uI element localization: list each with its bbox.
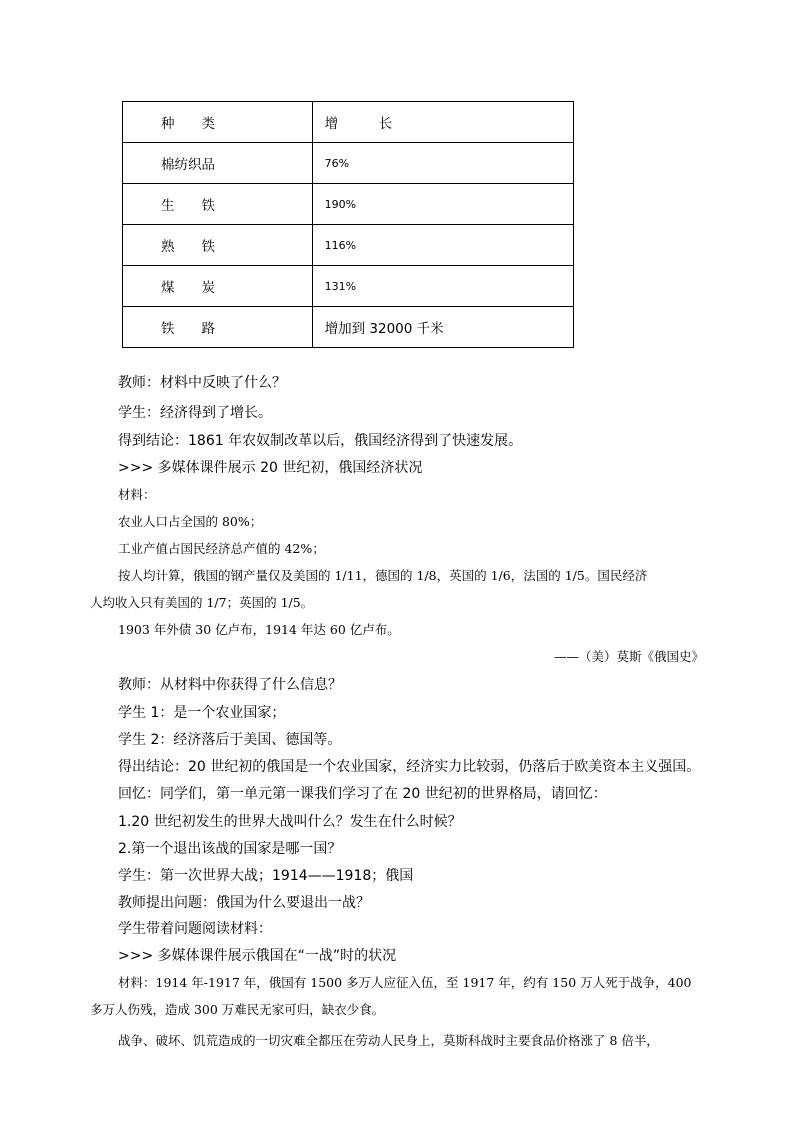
material-line: 工业产值占国民经济总产值的 42%； bbox=[118, 541, 325, 556]
conclusion: 得出结论：20 世纪初的俄国是一个农业国家，经济实力比较弱，仍落后于欧美资本主义强国。 bbox=[118, 759, 701, 775]
table-cell-growth: 116% bbox=[312, 225, 573, 266]
teacher-question: 教师：从材料中你获得了什么信息？ bbox=[118, 677, 342, 693]
table-header-cell: 种 类 bbox=[123, 102, 313, 143]
table-cell-growth: 131% bbox=[312, 266, 573, 307]
table-cell-growth: 190% bbox=[312, 184, 573, 225]
table-row bbox=[123, 143, 574, 184]
material-paragraph-cont: 多万人伤残，造成 300 万难民无家可归，缺衣少食。 bbox=[90, 1002, 385, 1017]
student-answer: 学生：第一次世界大战；1914——1918；俄国 bbox=[118, 868, 414, 884]
material-paragraph: 战争、破坏、饥荒造成的一切灾难全都压在劳动人民身上，莫斯科战时主要食品价格涨了 8 倍半， bbox=[118, 1033, 659, 1048]
material-paragraph: 材料：1914 年-1917 年，俄国有 1500 多万人应征入伍，至 1917 年，约有 150 万人死于战争，400 bbox=[118, 975, 692, 990]
student-answer: 学生 1：是一个农业国家； bbox=[118, 705, 286, 721]
teacher-question: 教师提出问题：俄国为什么要退出一战？ bbox=[118, 895, 370, 911]
material-label: 材料： bbox=[118, 487, 156, 502]
table-header-cell: 增 长 bbox=[312, 102, 573, 143]
table-row bbox=[123, 266, 574, 307]
table-row bbox=[123, 307, 574, 348]
material-paragraph-cont: 人均收入只有美国的 1/7；英国的 1/5。 bbox=[90, 595, 314, 610]
instruction: 学生带着问题阅读材料： bbox=[118, 921, 272, 937]
question-item: 1.20 世纪初发生的世界大战叫什么？发生在什么时候？ bbox=[118, 814, 462, 830]
table-row bbox=[123, 225, 574, 266]
multimedia-heading: >>> 多媒体课件展示 20 世纪初，俄国经济状况 bbox=[118, 460, 423, 476]
student-answer: 学生 2：经济落后于美国、德国等。 bbox=[118, 732, 342, 748]
table-cell-category: 生 铁 bbox=[123, 184, 313, 225]
table-header-row bbox=[123, 102, 574, 143]
table-cell-growth: 增加到 32000 千米 bbox=[312, 307, 573, 348]
material-line: 1903 年外债 30 亿卢布，1914 年达 60 亿卢布。 bbox=[118, 622, 400, 637]
conclusion: 得到结论：1861 年农奴制改革以后，俄国经济得到了快速发展。 bbox=[118, 433, 523, 449]
table-cell-category: 铁 路 bbox=[123, 307, 313, 348]
multimedia-heading: >>> 多媒体课件展示俄国在“一战”时的状况 bbox=[118, 948, 397, 964]
question-item: 2.第一个退出该战的国家是哪一国？ bbox=[118, 841, 342, 857]
growth-table bbox=[122, 101, 574, 348]
source-citation: ——（美）莫斯《俄国史》 bbox=[553, 649, 704, 664]
material-line: 农业人口占全国的 80%； bbox=[118, 514, 263, 529]
table-cell-category: 棉纺织品 bbox=[123, 143, 313, 184]
table-cell-growth: 76% bbox=[312, 143, 573, 184]
student-answer: 学生：经济得到了增长。 bbox=[118, 405, 272, 421]
table-cell-category: 熟 铁 bbox=[123, 225, 313, 266]
table-row bbox=[123, 184, 574, 225]
table-cell-category: 煤 炭 bbox=[123, 266, 313, 307]
recall-prompt: 回忆：同学们，第一单元第一课我们学习了在 20 世纪初的世界格局，请回忆： bbox=[118, 786, 607, 802]
material-paragraph: 按人均计算，俄国的钢产量仅及美国的 1/11，德国的 1/8，英国的 1/6，法国的 1/5。国民经济 bbox=[118, 568, 648, 583]
teacher-question: 教师：材料中反映了什么？ bbox=[118, 375, 286, 391]
